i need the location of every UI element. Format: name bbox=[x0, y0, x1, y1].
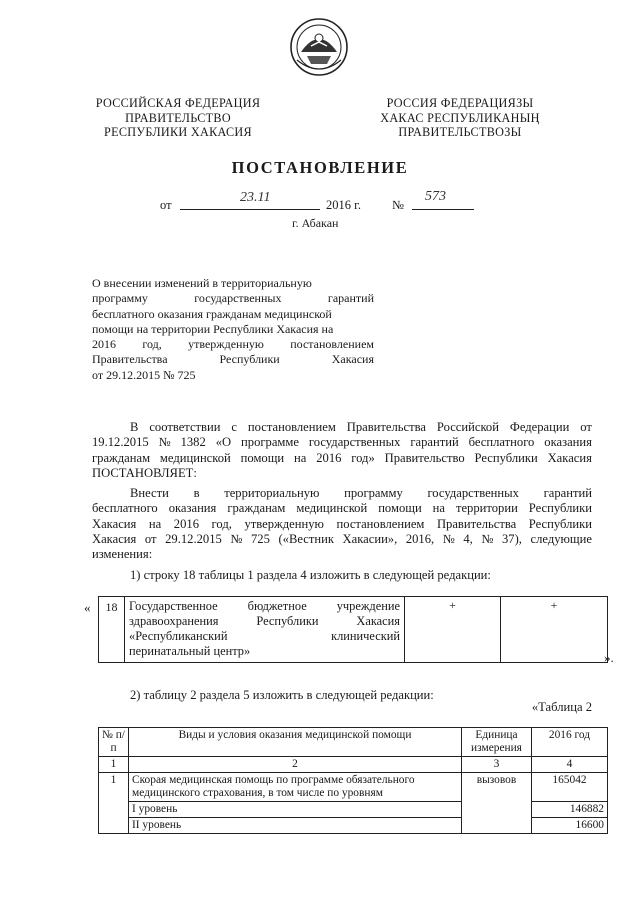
header-left-line: РОССИЙСКАЯ ФЕДЕРАЦИЯ bbox=[95, 96, 261, 110]
header-kind: Виды и условия оказания медицинской помощи bbox=[129, 728, 462, 757]
paragraph-line: 19.12.2015 № 1382 «О программе государственных гарантий бесплатного оказания bbox=[92, 435, 592, 450]
plus-cell-2: + bbox=[501, 597, 608, 663]
table-row: II уровень 16600 bbox=[99, 818, 608, 834]
header-num: № п/п bbox=[99, 728, 129, 757]
table-2 bbox=[98, 727, 608, 834]
paragraph-line: Хакасия на 2016 год, утвержденную постановлением Правительства Республики bbox=[92, 516, 592, 531]
paragraph-line: изменения: bbox=[92, 547, 153, 562]
table-2-caption: «Таблица 2 bbox=[531, 700, 592, 714]
handwritten-date: 23.11 bbox=[240, 190, 271, 205]
item-1: 1) строку 18 таблицы 1 раздела 4 изложить в следующей редакции: bbox=[130, 568, 491, 582]
header-right-line: РОССИЯ ФЕДЕРАЦИЯЗЫ bbox=[386, 96, 534, 110]
paragraph-line: Хакасия от 29.12.2015 № 725 («Вестник Хакасии», 2016, № 4, № 37), следующие bbox=[92, 531, 592, 546]
handwritten-number: 573 bbox=[425, 189, 446, 204]
date-line bbox=[0, 189, 640, 216]
header-left-line: ПРАВИТЕЛЬСТВО bbox=[125, 110, 231, 125]
subject-line: от 29.12.2015 № 725 bbox=[92, 367, 196, 382]
plus-cell-1: + bbox=[405, 597, 501, 663]
row-number: 18 bbox=[99, 597, 125, 663]
paragraph-line: В соответствии с постановлением Правительства Российской Федерации от bbox=[130, 420, 592, 434]
header-left bbox=[78, 96, 278, 140]
document-title: ПОСТАНОВЛЕНИЕ bbox=[231, 158, 409, 177]
header-right-line: ПРАВИТЕЛЬСТВОЗЫ bbox=[398, 125, 522, 139]
open-quote: « bbox=[84, 600, 91, 615]
year-label: 2016 г. bbox=[326, 198, 361, 212]
table-1-row-18 bbox=[98, 596, 608, 663]
subject-line: программу государственных гарантий bbox=[92, 291, 374, 306]
table-colnum-row: 1 2 3 4 bbox=[99, 757, 608, 773]
header-left-line: РЕСПУБЛИКИ ХАКАСИЯ bbox=[104, 125, 252, 139]
coat-of-arms-icon bbox=[289, 16, 349, 78]
subject-line: Правительства Республики Хакасия bbox=[92, 352, 374, 367]
subject-line: 2016 год, утвержденную постановлением bbox=[92, 337, 374, 352]
table-row: I уровень 146882 bbox=[99, 802, 608, 818]
paragraph-resolution bbox=[92, 486, 592, 562]
close-quote: ». bbox=[604, 650, 614, 665]
document-subject bbox=[92, 276, 374, 383]
paragraph-line: Внести в территориальную программу государственных гарантий bbox=[130, 486, 592, 500]
header-year: 2016 год bbox=[532, 728, 608, 757]
city-label: г. Абакан bbox=[292, 216, 339, 230]
subject-line: бесплатного оказания гражданам медицинской bbox=[92, 306, 332, 321]
paragraph-preamble bbox=[92, 420, 592, 481]
number-sign: № bbox=[392, 198, 404, 212]
subject-line: О внесении изменений в территориальную bbox=[92, 276, 312, 290]
institution-name: Государственное бюджетное учреждение здравоохранения Республики Хакасия «Республиканский клинический перинатальный центр» bbox=[125, 597, 405, 663]
table-row: 1 Скорая медицинская помощь по программе обязательного медицинского страхования, в том числе по уровням вызовов 165042 bbox=[99, 773, 608, 802]
item-2: 2) таблицу 2 раздела 5 изложить в следующей редакции: bbox=[130, 688, 434, 702]
from-label: от bbox=[160, 198, 172, 212]
header-right bbox=[355, 96, 565, 140]
header-unit: Единица измерения bbox=[462, 728, 532, 757]
paragraph-line: ПОСТАНОВЛЯЕТ: bbox=[92, 465, 197, 480]
paragraph-line: гражданам медицинской помощи на 2016 год» Правительство Республики Хакасия bbox=[92, 450, 592, 465]
table-header-row bbox=[99, 728, 608, 757]
table-row bbox=[99, 597, 608, 663]
header-right-line: ХАКАС РЕСПУБЛИКАНЫҢ bbox=[380, 110, 540, 125]
subject-line: помощи на территории Республики Хакасия на bbox=[92, 321, 334, 336]
paragraph-line: бесплатного оказания гражданам медицинской помощи на территории Республики bbox=[92, 501, 592, 516]
